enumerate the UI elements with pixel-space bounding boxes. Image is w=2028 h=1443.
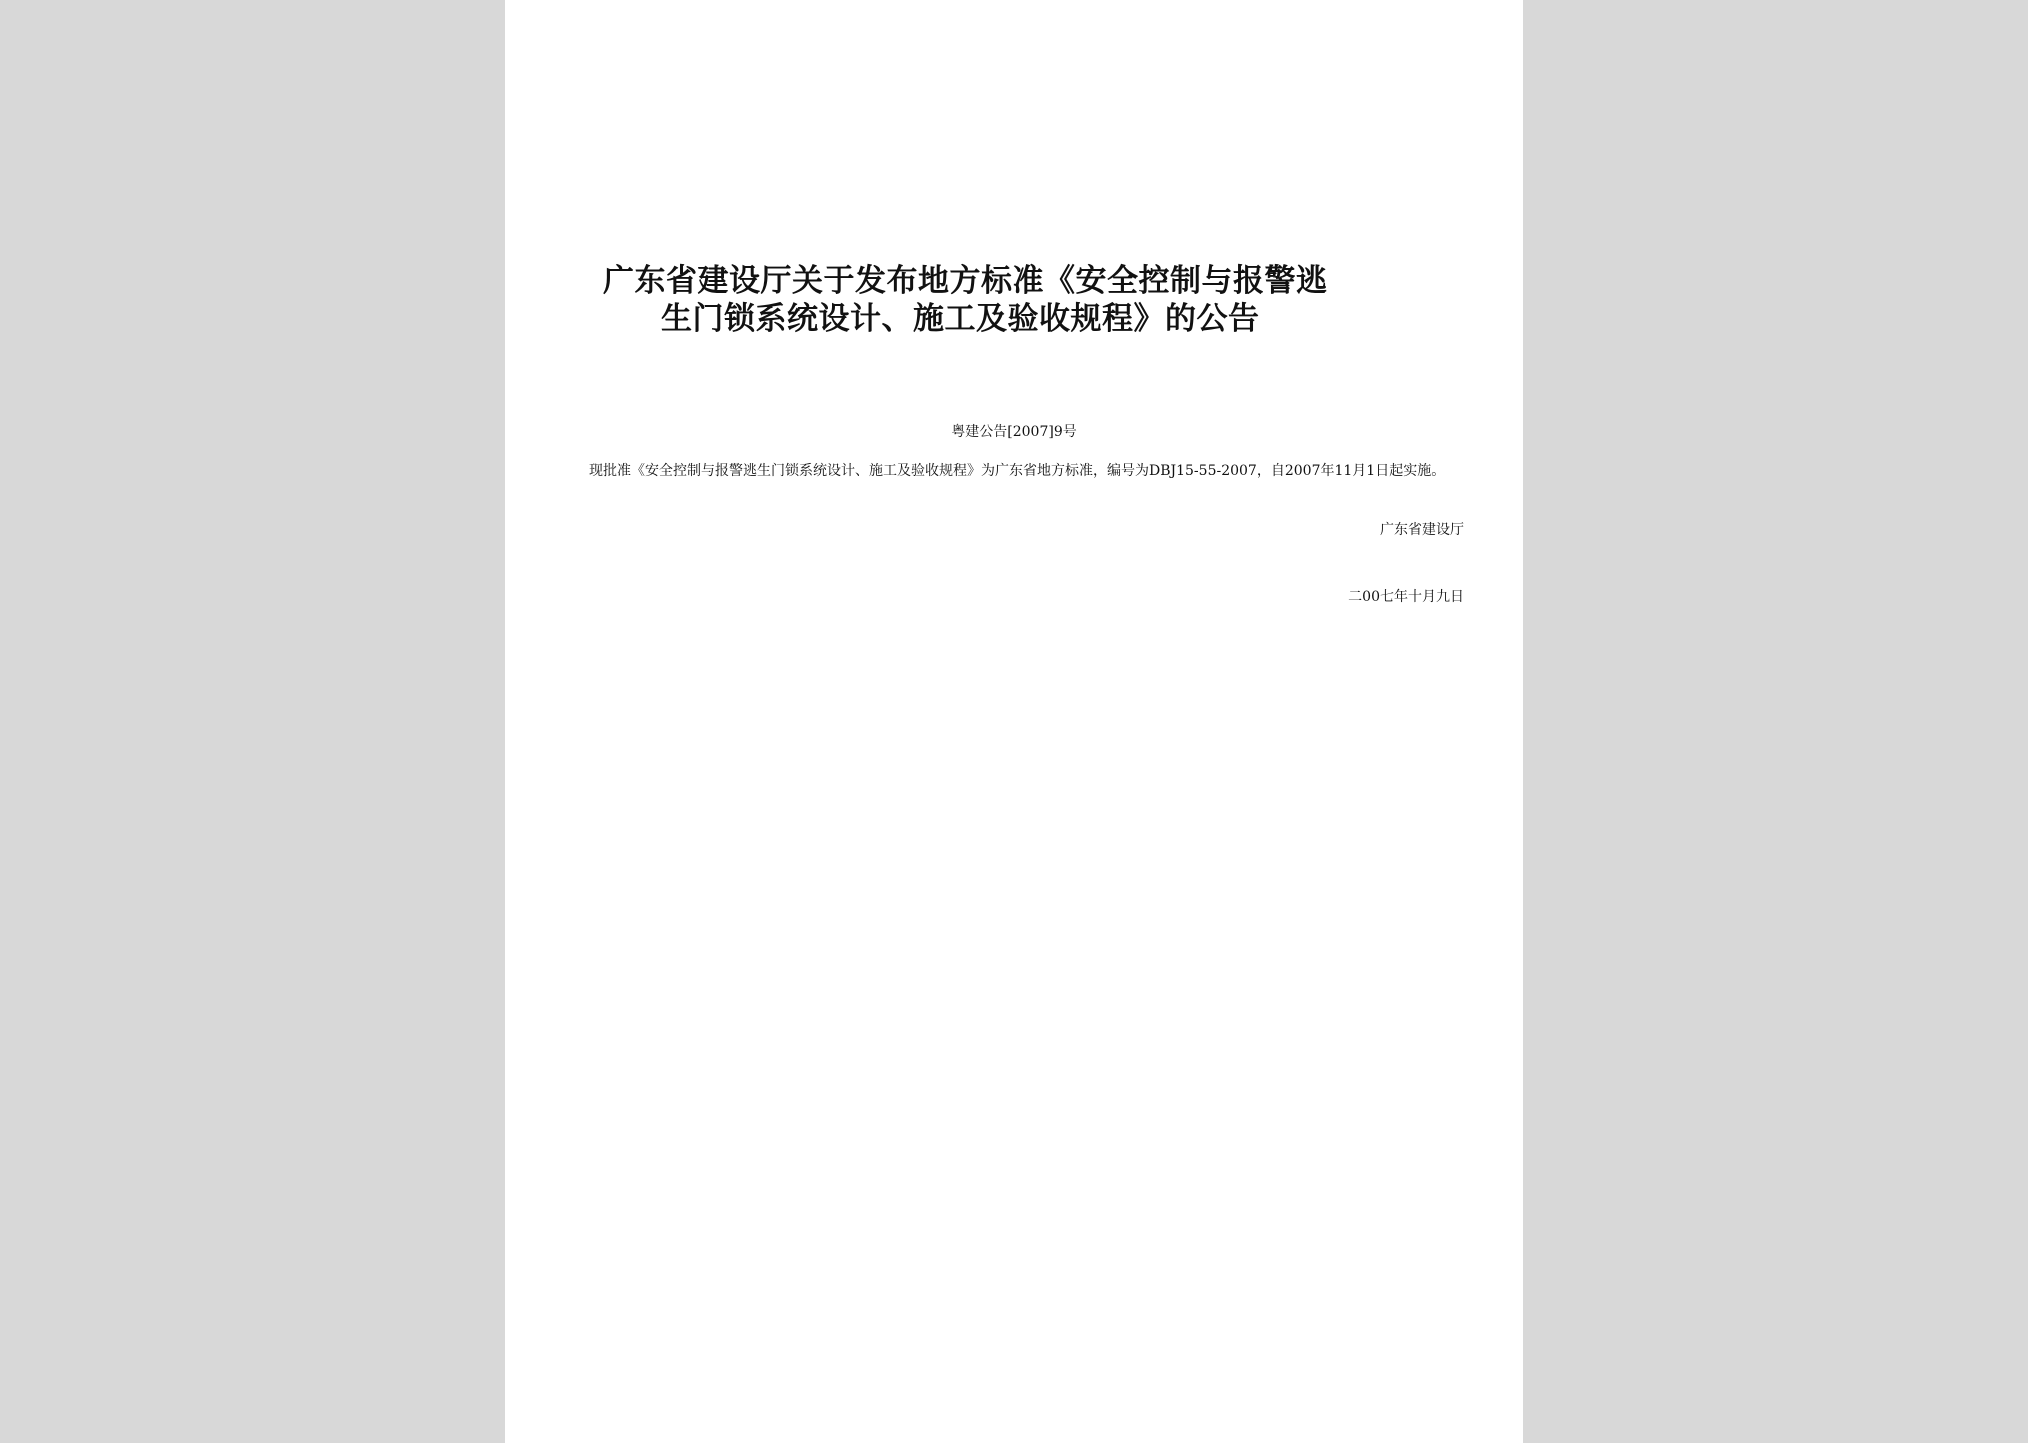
page-title	[603, 262, 1403, 338]
issuer-signature: 广东省建设厅	[1380, 522, 1464, 538]
document-number: 粤建公告[2007]9号	[951, 424, 1077, 440]
document-page	[505, 0, 1523, 1443]
title-line-2: 生门锁系统设计、施工及验收规程》的公告	[661, 301, 1260, 337]
announcement-body: 现批准《安全控制与报警逃生门锁系统设计、施工及验收规程》为广东省地方标准，编号为DBJ15-55-2007，自2007年11月1日起实施。	[589, 463, 1446, 479]
title-line-1: 广东省建设厅关于发布地方标准《安全控制与报警逃	[603, 263, 1328, 299]
issue-date: 二00七年十月九日	[1348, 589, 1464, 605]
